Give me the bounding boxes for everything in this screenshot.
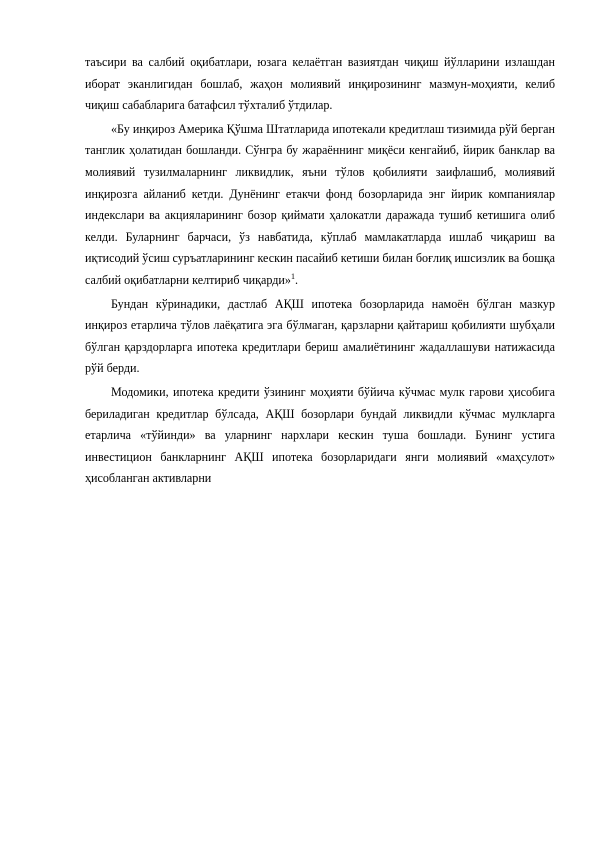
quote-tail: . xyxy=(294,272,298,287)
footnote-marker[interactable]: 1 xyxy=(290,271,295,281)
paragraph-mortgage: Модомики, ипотека кредити ўзининг моҳияти бўйича кўчмас мулк гарови ҳисобига бериладиган кредитлар бўлсада, АҚШ бозорлари бундай ликвидли кўчмас мулкларга етарлича «тўйинди» ва уларнинг нархлари кескин туша бошлади. Бунинг устига инвестицион банкларнинг АҚШ ипотека бозорларидаги янги молиявий «маҳсулот» ҳисобланган активларни xyxy=(85,384,555,486)
document-page xyxy=(85,52,555,490)
quote-text: «Бу инқироз Америка Қўшма Штатларида ипотекали кредитлаш тизимида рўй берган танглик ҳолатидан бошланди. Сўнгра бу жараённинг миқёси кенгайиб, йирик банклар ва молиявий тузилмаларнинг ликвидлик, яъни тўлов қобилияти заифлашиб, молиявий инқирозга айланиб кетди. Дунёнинг етакчи фонд бозорларида энг йирик компаниялар индекслари ва акцияларининг бозор қиймати ҳалокатли даражада тушиб кетишига олиб келди. Буларнинг барчаси, ўз навбатида, кўплаб мамлакатларда ишлаб чиқариш ва иқтисодий ўсиш суръатларининг кескин пасайиб кетиши билан боғлиқ ишсизлик ва бошқа салбий оқибатларни келтириб чиқарди» xyxy=(85,121,555,287)
paragraph-quote xyxy=(85,119,555,292)
paragraph-analysis: Бундан кўринадики, дастлаб АҚШ ипотека бозорларида намоён бўлган мазкур инқироз етарлича тўлов лаёқатига эга бўлмаган, қарзларни қайтариш қобилияти шубҳали бўлган қарздорларга ипотека кредитлари бериш амалиётининг жадаллашуви натижасида рўй берди. xyxy=(85,296,555,376)
paragraph-continuation: таъсири ва салбий оқибатлари, юзага келаётган вазиятдан чиқиш йўлларини излашдан иборат эканлигидан бошлаб, жаҳон молиявий инқирозининг мазмун-моҳияти, келиб чиқиш сабабларига батафсил тўхталиб ўтдилар. xyxy=(85,55,555,113)
